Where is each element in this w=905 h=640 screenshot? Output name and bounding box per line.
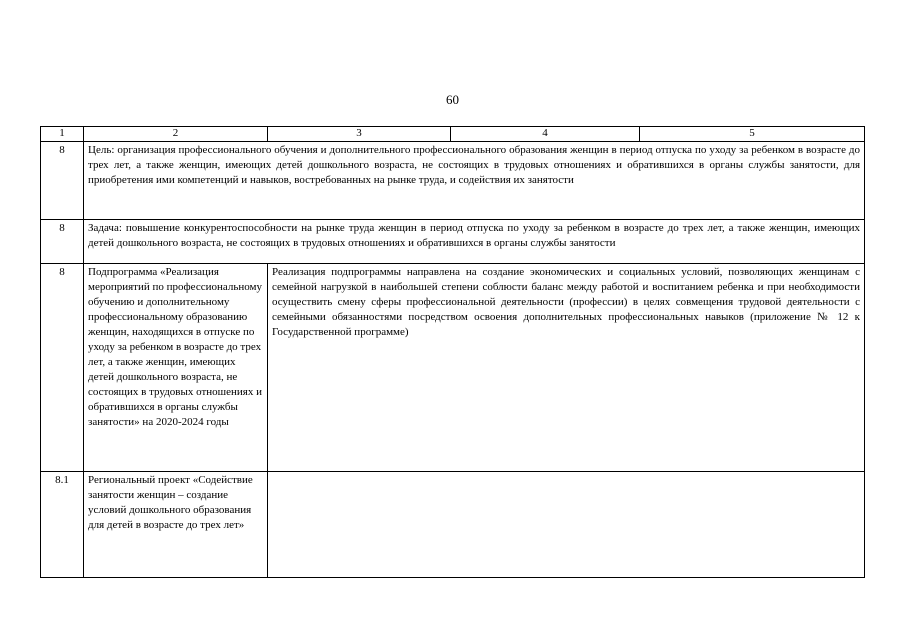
column-header-5: 5 [640,127,865,142]
task-text: Задача: повышение конкурентоспособности на рынке труда женщин в период отпуска по уходу за ребенком в возрасте до трех лет, а также женщин, имеющих детей дошкольного возраста, не состоящих в трудовых отношениях и обратившихся в органы службы занятости [84,220,865,264]
subprogram-name: Подпрограмма «Реализация мероприятий по профессиональному обучению и дополнительному профессиональному образованию женщин, находящихся в отпуске по уходу за ребенком в возрасте до трех лет, а также женщин, имеющих детей дошкольного возраста, не состоящих в трудовых отношениях и обратившихся в органы службы занятости» на 2020-2024 годы [84,264,268,472]
row-number: 8.1 [41,472,84,578]
row-number: 8 [41,220,84,264]
column-header-4: 4 [451,127,640,142]
program-table [40,126,865,578]
table-row-task [41,220,865,264]
regional-project-description [268,472,865,578]
regional-project-name: Региональный проект «Содействие занятости женщин – создание условий дошкольного образования для детей в возрасте до трех лет» [84,472,268,578]
page-number: 60 [446,92,459,107]
table-row-goal [41,142,865,220]
table-row-subprogram [41,264,865,472]
subprogram-description: Реализация подпрограммы направлена на создание экономических и социальных условий, позволяющих женщинам с семейной нагрузкой в наибольшей степени соблюсти баланс между работой и воспитанием ребенка и при необходимости осуществить смену сферы профессиональной деятельности (профессии) в целях совмещения трудовой деятельности с семейными обязанностями посредством освоения дополнительных профессиональных навыков (приложение № 12 к Государственной программе) [268,264,865,472]
table-header-row [41,127,865,142]
row-number: 8 [41,264,84,472]
column-header-1: 1 [41,127,84,142]
column-header-3: 3 [268,127,451,142]
row-number: 8 [41,142,84,220]
table-row-regional-project [41,472,865,578]
goal-text: Цель: организация профессионального обучения и дополнительного профессионального образования женщин в период отпуска по уходу за ребенком в возрасте до трех лет, а также женщин, имеющих детей дошкольного возраста, не состоящих в трудовых отношениях и обратившихся в органы службы занятости, для приобретения ими компетенций и навыков, востребованных на рынке труда, и содействия их занятости [84,142,865,220]
column-header-2: 2 [84,127,268,142]
